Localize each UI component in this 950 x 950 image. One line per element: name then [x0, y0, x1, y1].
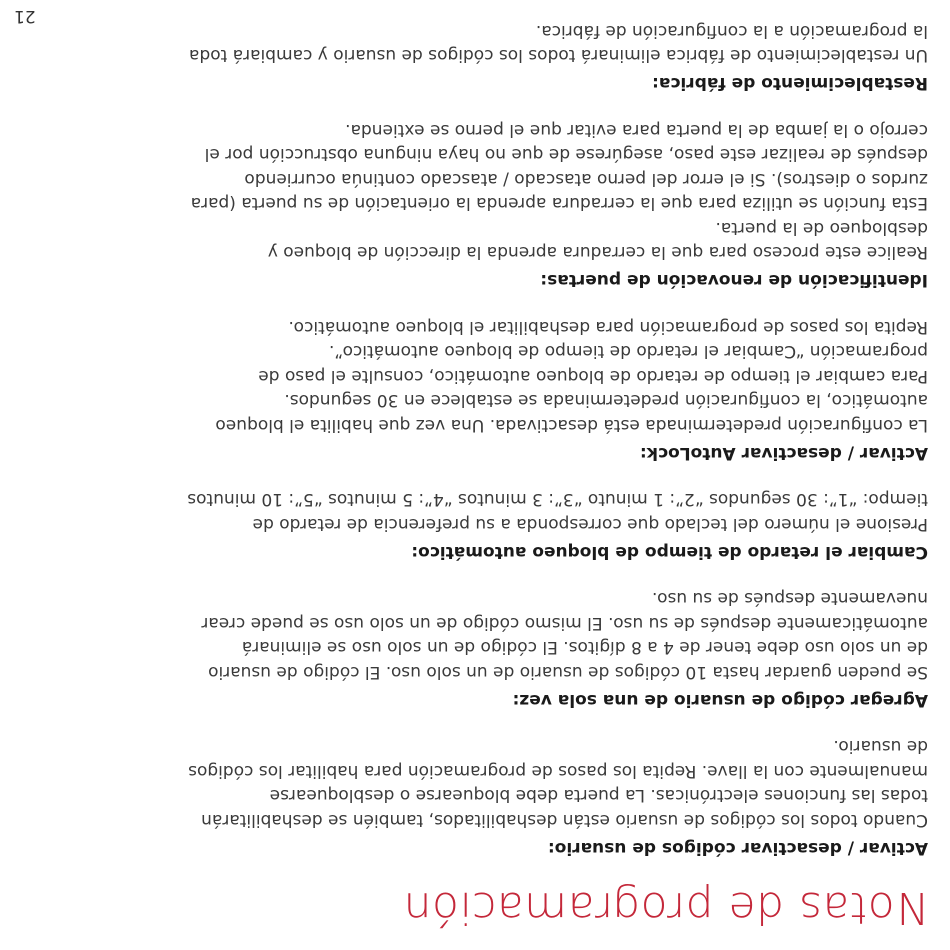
page-number: 21: [14, 6, 36, 26]
section-heading: Activar / desactivar códigos de usuario:: [547, 838, 928, 858]
section-heading: Identificación de renovación de puertas:: [540, 270, 928, 291]
section-body: Presione el número del teclado que corresponda a su preferencia de retardo de tiempo: “1”: 30 segundos “2”: 1 minuto “3”: 3 minutos “4”: 5 minutos “5”: 10 minutos: [187, 489, 928, 534]
page-title: Notas de programación: [403, 882, 928, 933]
section-heading: Agregar código de usuario de una sola vez:: [512, 690, 928, 710]
section-heading: Activar / desactivar AutoLock:: [639, 443, 928, 463]
section-door-handing: [26, 118, 928, 293]
section-heading: Cambiar el retardo de tiempo de bloqueo automático:: [411, 542, 928, 562]
section-body: Cuando todos los códigos de usuario están deshabilitados, también se deshabilitarán todas las funciones electrónicas. La puerta debe bloquearse o desbloquearse manualmente con la llave. Repita los pasos de programación para habilitar los códigos de usuario.: [188, 736, 928, 830]
section-body: La configuración predeterminada está desactivada. Una vez que habilita el bloqueo automático, la configuración predeterminada se establece en 30 segundos. Para cambiar el tiempo de retardo de bloqueo automático, consulte el paso de programación “Cambiar el retardo de tiempo de bloqueo automático”. Repita los pasos de programación para deshabilitar el bloqueo automático.: [215, 317, 928, 435]
section-body: Un restablecimiento de fábrica eliminará todos los códigos de usuario y cambiará toda la programación a la configuración de fábrica.: [188, 21, 928, 66]
section-one-time-code: [26, 586, 928, 712]
section-heading: Restablecimiento de fábrica:: [652, 73, 928, 94]
section-body: Se pueden guardar hasta 10 códigos de usuario de un solo uso. El código de usuario de un solo uso debe tener de 4 a 8 dígitos. El código de un solo uso se eliminará automáticamente después de su uso. El mismo código de un solo uso se puede crear nuevamente después de su uso.: [201, 588, 928, 682]
section-autolock-delay: [26, 487, 928, 564]
section-body: Realice este proceso para que la cerradura aprenda la dirección de bloqueo y desbloqueo de la puerta. Esta función se utiliza para que la cerradura aprenda la orientación de su puerta (para zurdos o diestros). Si el error del perno atascado / atascado continúa ocurriendo después de realizar este paso, asegúrese de que no haya ninguna obstrucción por el cerrojo o la jamba de la puerta para evitar que el perno se extienda.: [190, 120, 928, 263]
section-user-codes: [26, 734, 928, 860]
section-factory-reset: [26, 19, 928, 96]
section-autolock-toggle: [26, 315, 928, 466]
